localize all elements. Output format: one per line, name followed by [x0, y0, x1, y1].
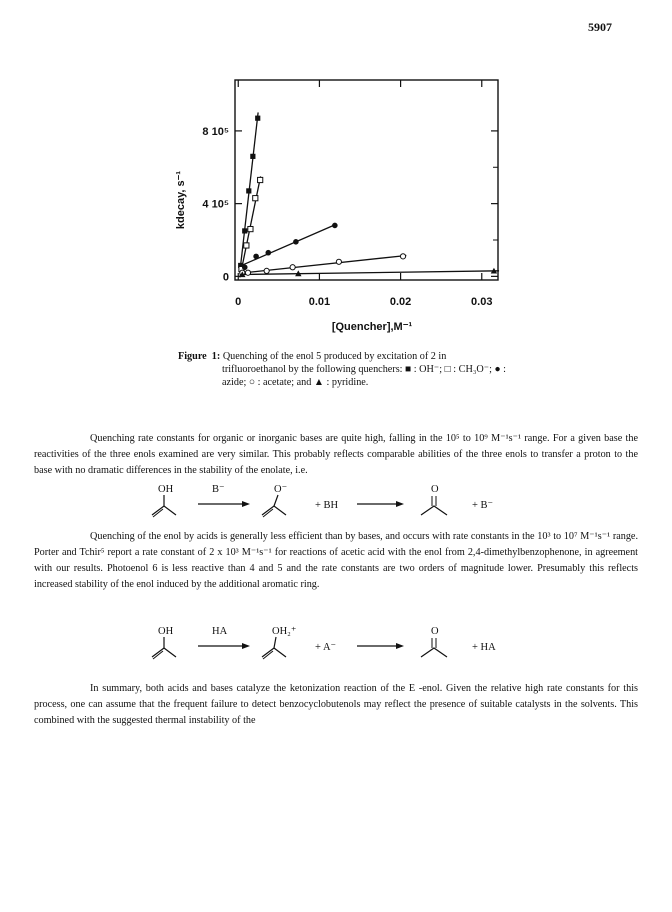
- scheme2-oh: OH: [158, 626, 174, 637]
- ketone-skeleton-1: [421, 506, 447, 515]
- caption-line-2: trifluoroethanol by the following quenchers: ■ : OH⁻; □ : CH₃O⁻; ● :: [222, 364, 507, 375]
- caption-number: 1:: [211, 351, 221, 362]
- data-point-filled-square: [246, 188, 251, 193]
- scheme2-oh2: OH₂⁺: [272, 626, 297, 637]
- data-point-open-square: [253, 196, 258, 201]
- figure-1-chart: [150, 68, 530, 338]
- scheme2-plus-ha: + HA: [472, 642, 496, 653]
- x-tick-label: 0.01: [308, 296, 331, 308]
- data-point-open-circle: [290, 265, 295, 270]
- oxonium-skeleton: [262, 648, 286, 657]
- caption-line-3: azide; ○ : acetate; and ▲ : pyridine.: [222, 377, 369, 388]
- x-axis-label: [Quencher],M⁻¹: [331, 321, 413, 333]
- x-tick-label: 0.02: [389, 296, 412, 308]
- enolate-skeleton: [262, 506, 286, 515]
- enol-skeleton-1: [152, 506, 176, 515]
- figure-caption: [178, 350, 538, 389]
- oxonium-bond: [274, 637, 276, 648]
- scheme2-plus-a: + A⁻: [315, 642, 337, 653]
- scheme1-plus-bh: + BH: [315, 500, 339, 511]
- data-point-open-circle: [245, 270, 250, 275]
- data-point-filled-circle: [265, 250, 271, 256]
- data-point-filled-square: [250, 154, 255, 159]
- arrow-head-2: [396, 501, 404, 507]
- data-point-open-square: [244, 243, 249, 248]
- enolate-bond: [274, 495, 278, 506]
- scheme-base-quenching: [150, 482, 530, 522]
- y-tick-label: 4 10⁵: [202, 198, 229, 211]
- chart-svg: [150, 68, 530, 338]
- fit-line-filled-triangle: [240, 271, 499, 275]
- data-point-filled-circle: [293, 239, 299, 245]
- scheme2-acid: HA: [212, 626, 228, 637]
- data-point-open-square: [258, 177, 263, 182]
- y-tick-label: 8 10⁵: [202, 125, 229, 138]
- scheme2-o: O: [431, 626, 439, 637]
- fit-line-filled-circle: [240, 224, 337, 266]
- paragraph-summary: In summary, both acids and bases catalyze the ketonization reaction of the E -enol. Given the relative high rate constants for this process, one can assume that the frequent failure to detect benzocyclobutenols may reflect the presence of suitable catalysts in the solvents. This combined with the suggested thermal instability of the: [34, 683, 638, 726]
- caption-label: Figure: [178, 351, 207, 362]
- scheme1-o-minus: O⁻: [274, 484, 288, 495]
- data-point-open-circle: [400, 254, 405, 259]
- paragraph-acids: Quenching of the enol by acids is generally less efficient than by bases, and occurs with rate constants in the 10³ to 10⁷ M⁻¹s⁻¹ range. Porter and Tchir⁵ report a rate constant of 2 x 10³ M⁻¹s⁻¹ for reactions of acetic acid with the enol from 2,4-dimethylbenzophenone, in agreement with our results. Photoenol 6 is less reactive than 4 and 5 and the rate constants are two orders of magnitude lower. Presumably this reflects increased stability of the enol induced by the additional aromatic ring.: [34, 531, 638, 590]
- data-points: [238, 116, 497, 278]
- x-tick-label: 0.03: [471, 296, 493, 308]
- data-point-filled-square: [242, 228, 247, 233]
- plot-frame: [235, 80, 498, 280]
- fit-lines: [240, 112, 499, 277]
- scheme1-oh: OH: [158, 484, 174, 495]
- scheme1-o: O: [431, 484, 439, 495]
- ketone-skeleton-2: [421, 648, 447, 657]
- arrow-head-1: [242, 501, 250, 507]
- data-point-open-circle: [264, 268, 269, 273]
- data-point-filled-circle: [332, 223, 338, 229]
- paragraph-bases: Quenching rate constants for organic or inorganic bases are quite high, falling in the 10⁵ to 10⁹ M⁻¹s⁻¹ range. For a given base the reactivities of the three enols examined are very similar. This probably reflects comparable abilities of the three enols to transfer a proton to the base with no dramatic differences in the stability of the enolate, i.e.: [34, 433, 638, 476]
- scheme1-plus-b: + B⁻: [472, 500, 494, 511]
- arrow-head-3: [242, 643, 250, 649]
- data-point-filled-circle: [253, 254, 259, 260]
- caption-text-1: Quenching of the enol 5 produced by excitation of 2 in: [222, 351, 447, 362]
- x-tick-label: 0: [235, 296, 242, 308]
- enol-skeleton-2: [152, 648, 176, 657]
- y-axis-label: kdecay, s⁻¹: [175, 170, 187, 230]
- data-point-filled-circle: [242, 264, 248, 270]
- page-number: 5907: [588, 20, 612, 34]
- scheme-acid-quenching: [150, 624, 530, 664]
- scheme1-base: B⁻: [212, 484, 225, 495]
- data-point-open-square: [248, 226, 253, 231]
- arrow-head-4: [396, 643, 404, 649]
- caption-line-1: [178, 350, 538, 363]
- data-point-open-circle: [336, 259, 341, 264]
- y-tick-label: 0: [222, 271, 229, 284]
- data-point-filled-square: [255, 116, 260, 121]
